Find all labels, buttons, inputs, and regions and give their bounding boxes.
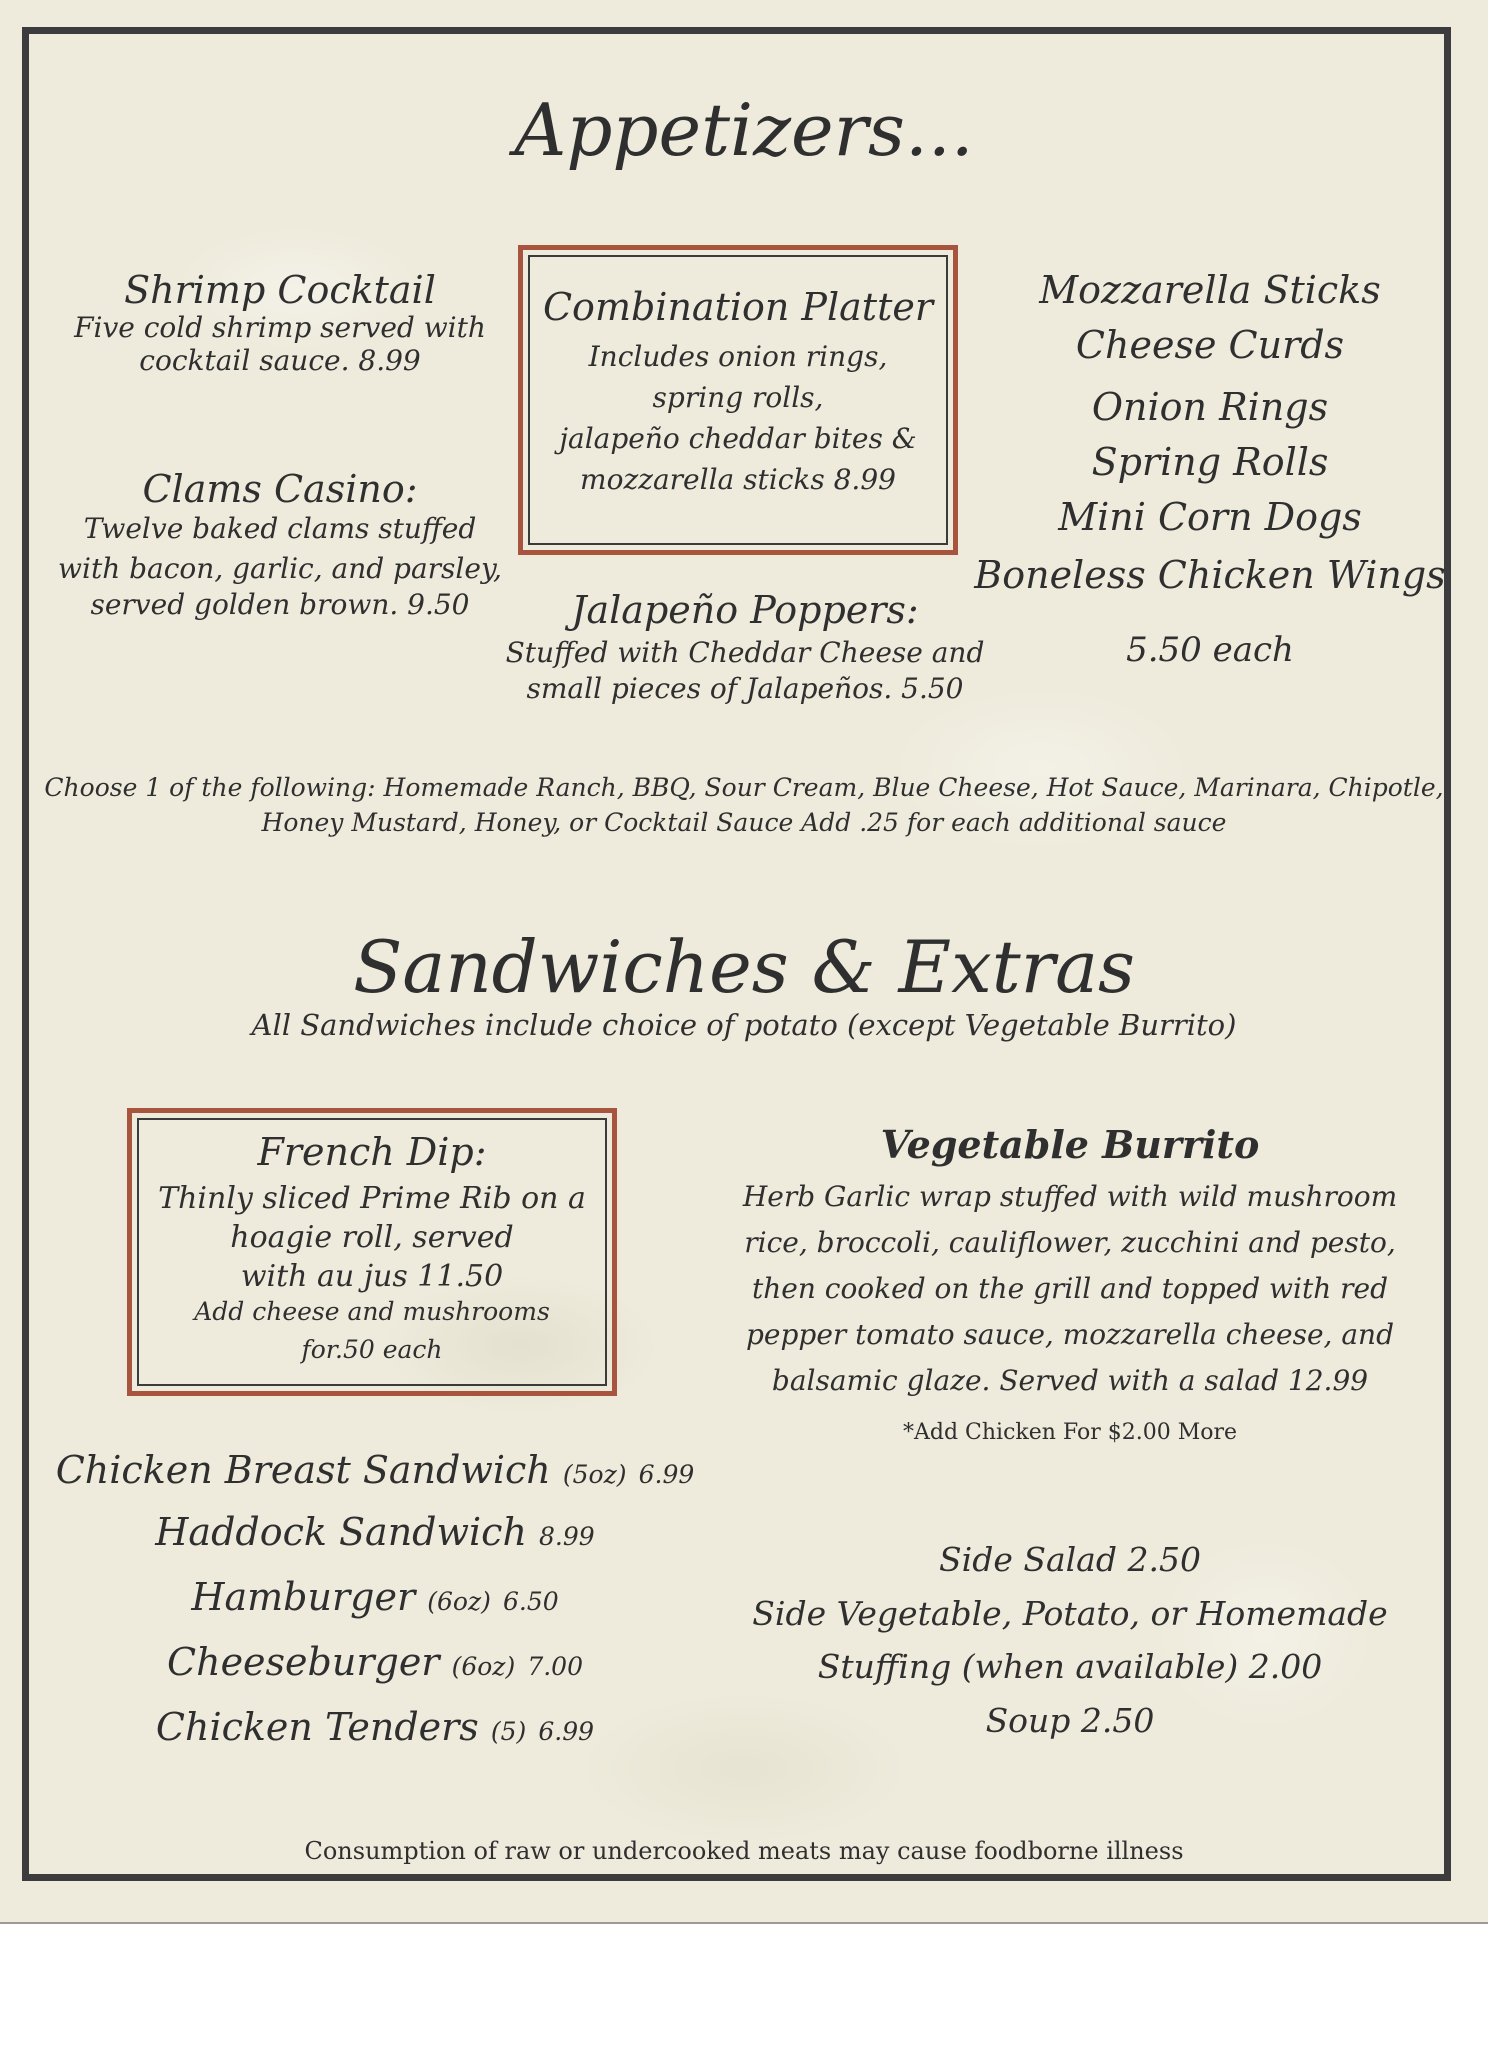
sandwich-item-2-price: 8.99 [539,1522,595,1551]
sandwich-item-3 [30,1575,720,1619]
sandwich-item-1-price: 6.99 [638,1460,695,1489]
appetizer-list-item-3: Onion Rings [1091,385,1329,429]
shrimp-cocktail-desc-2: cocktail sauce. 8.99 [139,344,421,377]
combination-platter-name: Combination Platter [542,285,934,329]
appetizer-list-price: 5.50 each [1126,630,1294,670]
shrimp-cocktail-name: Shrimp Cocktail [124,268,436,312]
vegetable-burrito-name: Vegetable Burrito [880,1122,1260,1167]
sandwich-item-1 [30,1448,720,1492]
sandwich-item-3-size: (6oz) [427,1587,491,1616]
sandwich-item-2-name: Haddock Sandwich [155,1510,527,1554]
sauce-choice-line-1: Choose 1 of the following: Homemade Ranch, BBQ, Sour Cream, Blue Cheese, Hot Sauce, Marinara, Chipotle, [44,773,1444,802]
appetizer-list-item-4: Spring Rolls [1091,440,1329,484]
appetizer-list-item-6: Boneless Chicken Wings [974,553,1446,597]
appetizer-list-item-1: Mozzarella Sticks [1039,268,1381,312]
combination-platter-desc-2: spring rolls, [652,381,824,414]
sides-line-2: Side Vegetable, Potato, or Homemade [752,1594,1388,1633]
sandwich-item-5-price: 6.99 [538,1717,595,1746]
sandwich-item-5-name: Chicken Tenders [155,1705,479,1749]
vegetable-burrito-desc-3: then cooked on the grill and topped with red [751,1272,1389,1305]
sides-line-4: Soup 2.50 [985,1701,1155,1740]
sides-line-1: Side Salad 2.50 [939,1540,1201,1579]
french-dip-desc-2: hoagie roll, served [230,1220,514,1255]
sandwich-item-4-size: (6oz) [451,1652,516,1681]
french-dip-desc-1: Thinly sliced Prime Rib on a [158,1181,586,1216]
sandwiches-subtitle: All Sandwiches include choice of potato (except Vegetable Burrito) [251,1008,1237,1042]
french-dip-desc-5: for.50 each [301,1335,443,1364]
sides-line-3: Stuffing (when available) 2.00 [817,1647,1323,1686]
clams-casino-desc-3: served golden brown. 9.50 [90,588,470,621]
sandwiches-title: Sandwiches & Extras [353,925,1135,1009]
sandwich-item-3-price: 6.50 [502,1587,559,1616]
french-dip-name: French Dip: [257,1130,487,1174]
clams-casino-desc-1: Twelve baked clams stuffed [83,512,477,545]
scan-margin [0,1922,1488,2046]
appetizers-title: Appetizers... [514,88,974,172]
food-safety-notice: Consumption of raw or undercooked meats may cause foodborne illness [304,1837,1184,1865]
appetizer-list-item-2: Cheese Curds [1075,323,1345,367]
sandwich-item-4-name: Cheeseburger [167,1640,440,1684]
sandwich-item-5 [30,1705,720,1749]
clams-casino-name: Clams Casino: [142,467,418,511]
shrimp-cocktail-desc-1: Five cold shrimp served with [74,311,486,344]
clams-casino-desc-2: with bacon, garlic, and parsley, [58,552,502,585]
appetizer-list-item-5: Mini Corn Dogs [1058,495,1362,539]
vegetable-burrito-desc-4: pepper tomato sauce, mozzarella cheese, and [745,1318,1395,1351]
french-dip-desc-4: Add cheese and mushrooms [194,1297,550,1326]
sandwich-item-1-size: (5oz) [562,1460,627,1489]
sandwich-item-4 [30,1640,720,1684]
jalapeno-poppers-desc-1: Stuffed with Cheddar Cheese and [505,636,985,669]
sauce-choice-line-2: Honey Mustard, Honey, or Cocktail Sauce Add .25 for each additional sauce [261,808,1227,837]
jalapeno-poppers-name: Jalapeño Poppers: [571,588,919,632]
vegetable-burrito-note: *Add Chicken For $2.00 More [902,1420,1238,1445]
combination-platter-desc-4: mozzarella sticks 8.99 [580,463,896,496]
vegetable-burrito-desc-2: rice, broccoli, cauliflower, zucchini and pesto, [744,1226,1396,1259]
combination-platter-desc-1: Includes onion rings, [588,340,888,373]
jalapeno-poppers-desc-2: small pieces of Jalapeños. 5.50 [526,672,964,705]
sandwich-item-1-name: Chicken Breast Sandwich [55,1448,551,1492]
sandwich-item-2 [30,1510,720,1554]
sandwich-item-3-name: Hamburger [191,1575,416,1619]
sandwich-item-5-size: (5) [490,1717,527,1746]
vegetable-burrito-desc-1: Herb Garlic wrap stuffed with wild mushroom [742,1180,1398,1213]
french-dip-desc-3: with au jus 11.50 [240,1259,504,1294]
sandwich-item-4-price: 7.00 [527,1652,583,1681]
combination-platter-desc-3: jalapeño cheddar bites & [559,422,917,455]
vegetable-burrito-desc-5: balsamic glaze. Served with a salad 12.99 [771,1364,1369,1397]
